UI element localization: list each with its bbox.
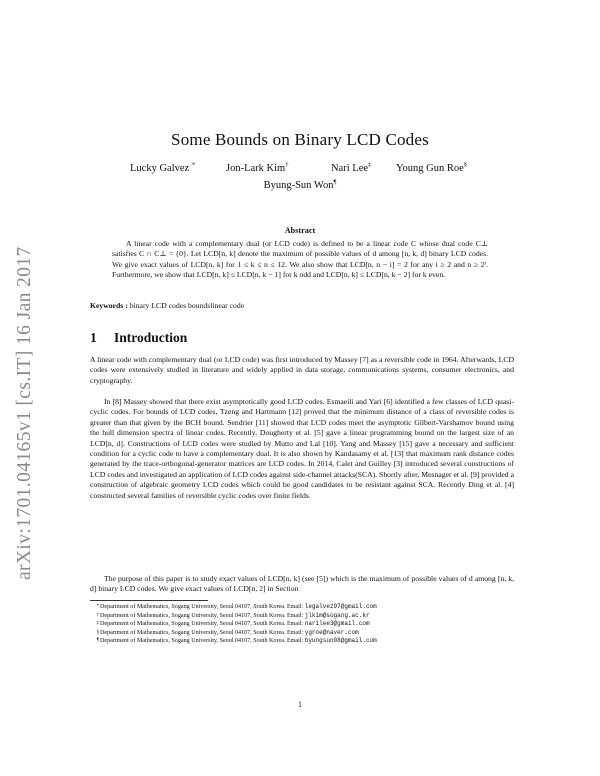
footnote: *Department of Mathematics, Sogang University, Seoul 04107, South Korea. Email: legalvez97@gmail.com xyxy=(96,603,377,610)
footnote-rule xyxy=(90,600,208,601)
keywords-label: Keywords : xyxy=(90,301,128,310)
paper-title: Some Bounds on Binary LCD Codes xyxy=(171,130,429,149)
arxiv-stamp xyxy=(4,195,40,580)
section-heading xyxy=(90,330,187,346)
author-2: Jon-Lark Kim† xyxy=(226,161,289,174)
abstract-heading: Abstract xyxy=(284,226,316,235)
arxiv-stamp-text: arXiv:1701.04165v1 [cs.IT] 16 Jan 2017 xyxy=(14,246,35,580)
keywords-text: binary LCD codes boundslinear code xyxy=(129,301,245,310)
footnote: ‡Department of Mathematics, Sogang University, Seoul 04107, South Korea. Email: narilee3@gmail.com xyxy=(96,620,370,628)
footnote-email: jlkim@sogang.ac.kr xyxy=(304,611,370,619)
page-number: 1 xyxy=(298,700,302,709)
intro-paragraph-1: A linear code with complementary dual (or LCD code) was first introduced by Massey [7] as a reversible code in 1964. Afterwards, LCD codes were extensively studied in literature and widely applied in data storage, communications systems, consumer electronics, and cryptography. xyxy=(90,355,514,385)
footnote-email: narilee3@gmail.com xyxy=(304,620,370,628)
footnote-email: byungsun08@gmail.com xyxy=(304,637,377,645)
intro-paragraph-3: The purpose of this paper is to study exact values of LCD[n, k] (see [5]) which is the maximum of possible values of d among [n, k, d] binary LCD codes. We give exact values of LCD[n, 2] in Section xyxy=(90,574,514,594)
footnote-email: ygroe@naver.com xyxy=(304,628,359,636)
author-3: Nari Lee‡ xyxy=(331,161,372,174)
author-5: Byung-Sun Won¶ xyxy=(263,178,337,191)
section-title: Introduction xyxy=(114,330,188,345)
abstract-text: A linear code with a complementary dual (or LCD code) is defined to be a linear code C whose dual code C⊥ satisfies C ∩ C⊥ = {0}. Let LCD[n, k] denote the maximum of possible values of d among [n, k, d] binary LCD codes. We give exact values of LCD[n, k] for 1 ≤ k ≤ n ≤ 12. We also show that LCD[n, n − i] = 2 for any i ≥ 2 and n ≥ 2ⁱ. Furthermore, we show that LCD[n, k] ≤ LCD[n, k − 1] for k odd and LCD[n, k] ≤ LCD[n, k − 2] for k even. xyxy=(112,239,488,280)
footnote: †Department of Mathematics, Sogang University, Seoul 04107, South Korea. Email: jlkim@sogang.ac.kr xyxy=(96,611,370,619)
footnote-email: legalvez97@gmail.com xyxy=(304,603,377,610)
footnotes xyxy=(90,603,520,646)
section-number: 1 xyxy=(90,330,97,345)
footnote: §Department of Mathematics, Sogang University, Seoul 04107, South Korea. Email: ygroe@naver.com xyxy=(96,628,359,636)
author-1: Lucky Galvez * xyxy=(130,161,196,174)
author-4: Young Gun Roe§ xyxy=(396,161,468,174)
intro-paragraph-2: In [8] Massey showed that there exist asymptotically good LCD codes. Esmaeili and Yari [6] identified a few classes of LCD quasi-cyclic codes. For bounds of LCD codes, Tzeng and Hartmann [12] proved that the minimum distance of a class of reversible codes is greater than that given by the BCH bound. Sendrier [11] showed that LCD codes meet the asymptotic Gilbert-Varshamov bound using the hull dimension spectra of linear codes. Recently, Dougherty et al. [5] gave a linear programming bound on the largest size of an LCD[n, d]. Constructions of LCD codes were studied by Mutto and Lal [10]. Yang and Massey [15] gave a necessary and sufficient condition for a cyclic code to have a complementary dual. It is also shown by Kandasamy et al. [13] that maximum rank distance codes generated by the trace-orthogonal-generator matrices are LCD codes. In 2014, Calet and Guilley [3] introduced several constructions of LCD codes and investigated an application of LCD codes against side-channel attacks(SCA). Shortly after, Mesnager et al. [9] provided a construction of algebraic geometry LCD codes which could be good candidates to be resistant against SCA. Recently Ding et al. [4] constructed several families of reversible cyclic codes over finite fields. xyxy=(90,397,514,500)
footnote: ¶Department of Mathematics, Sogang University, Seoul 04107, South Korea. Email: byungsun08@gmail.com xyxy=(96,637,377,645)
author-list xyxy=(90,163,510,177)
keywords xyxy=(90,301,244,310)
